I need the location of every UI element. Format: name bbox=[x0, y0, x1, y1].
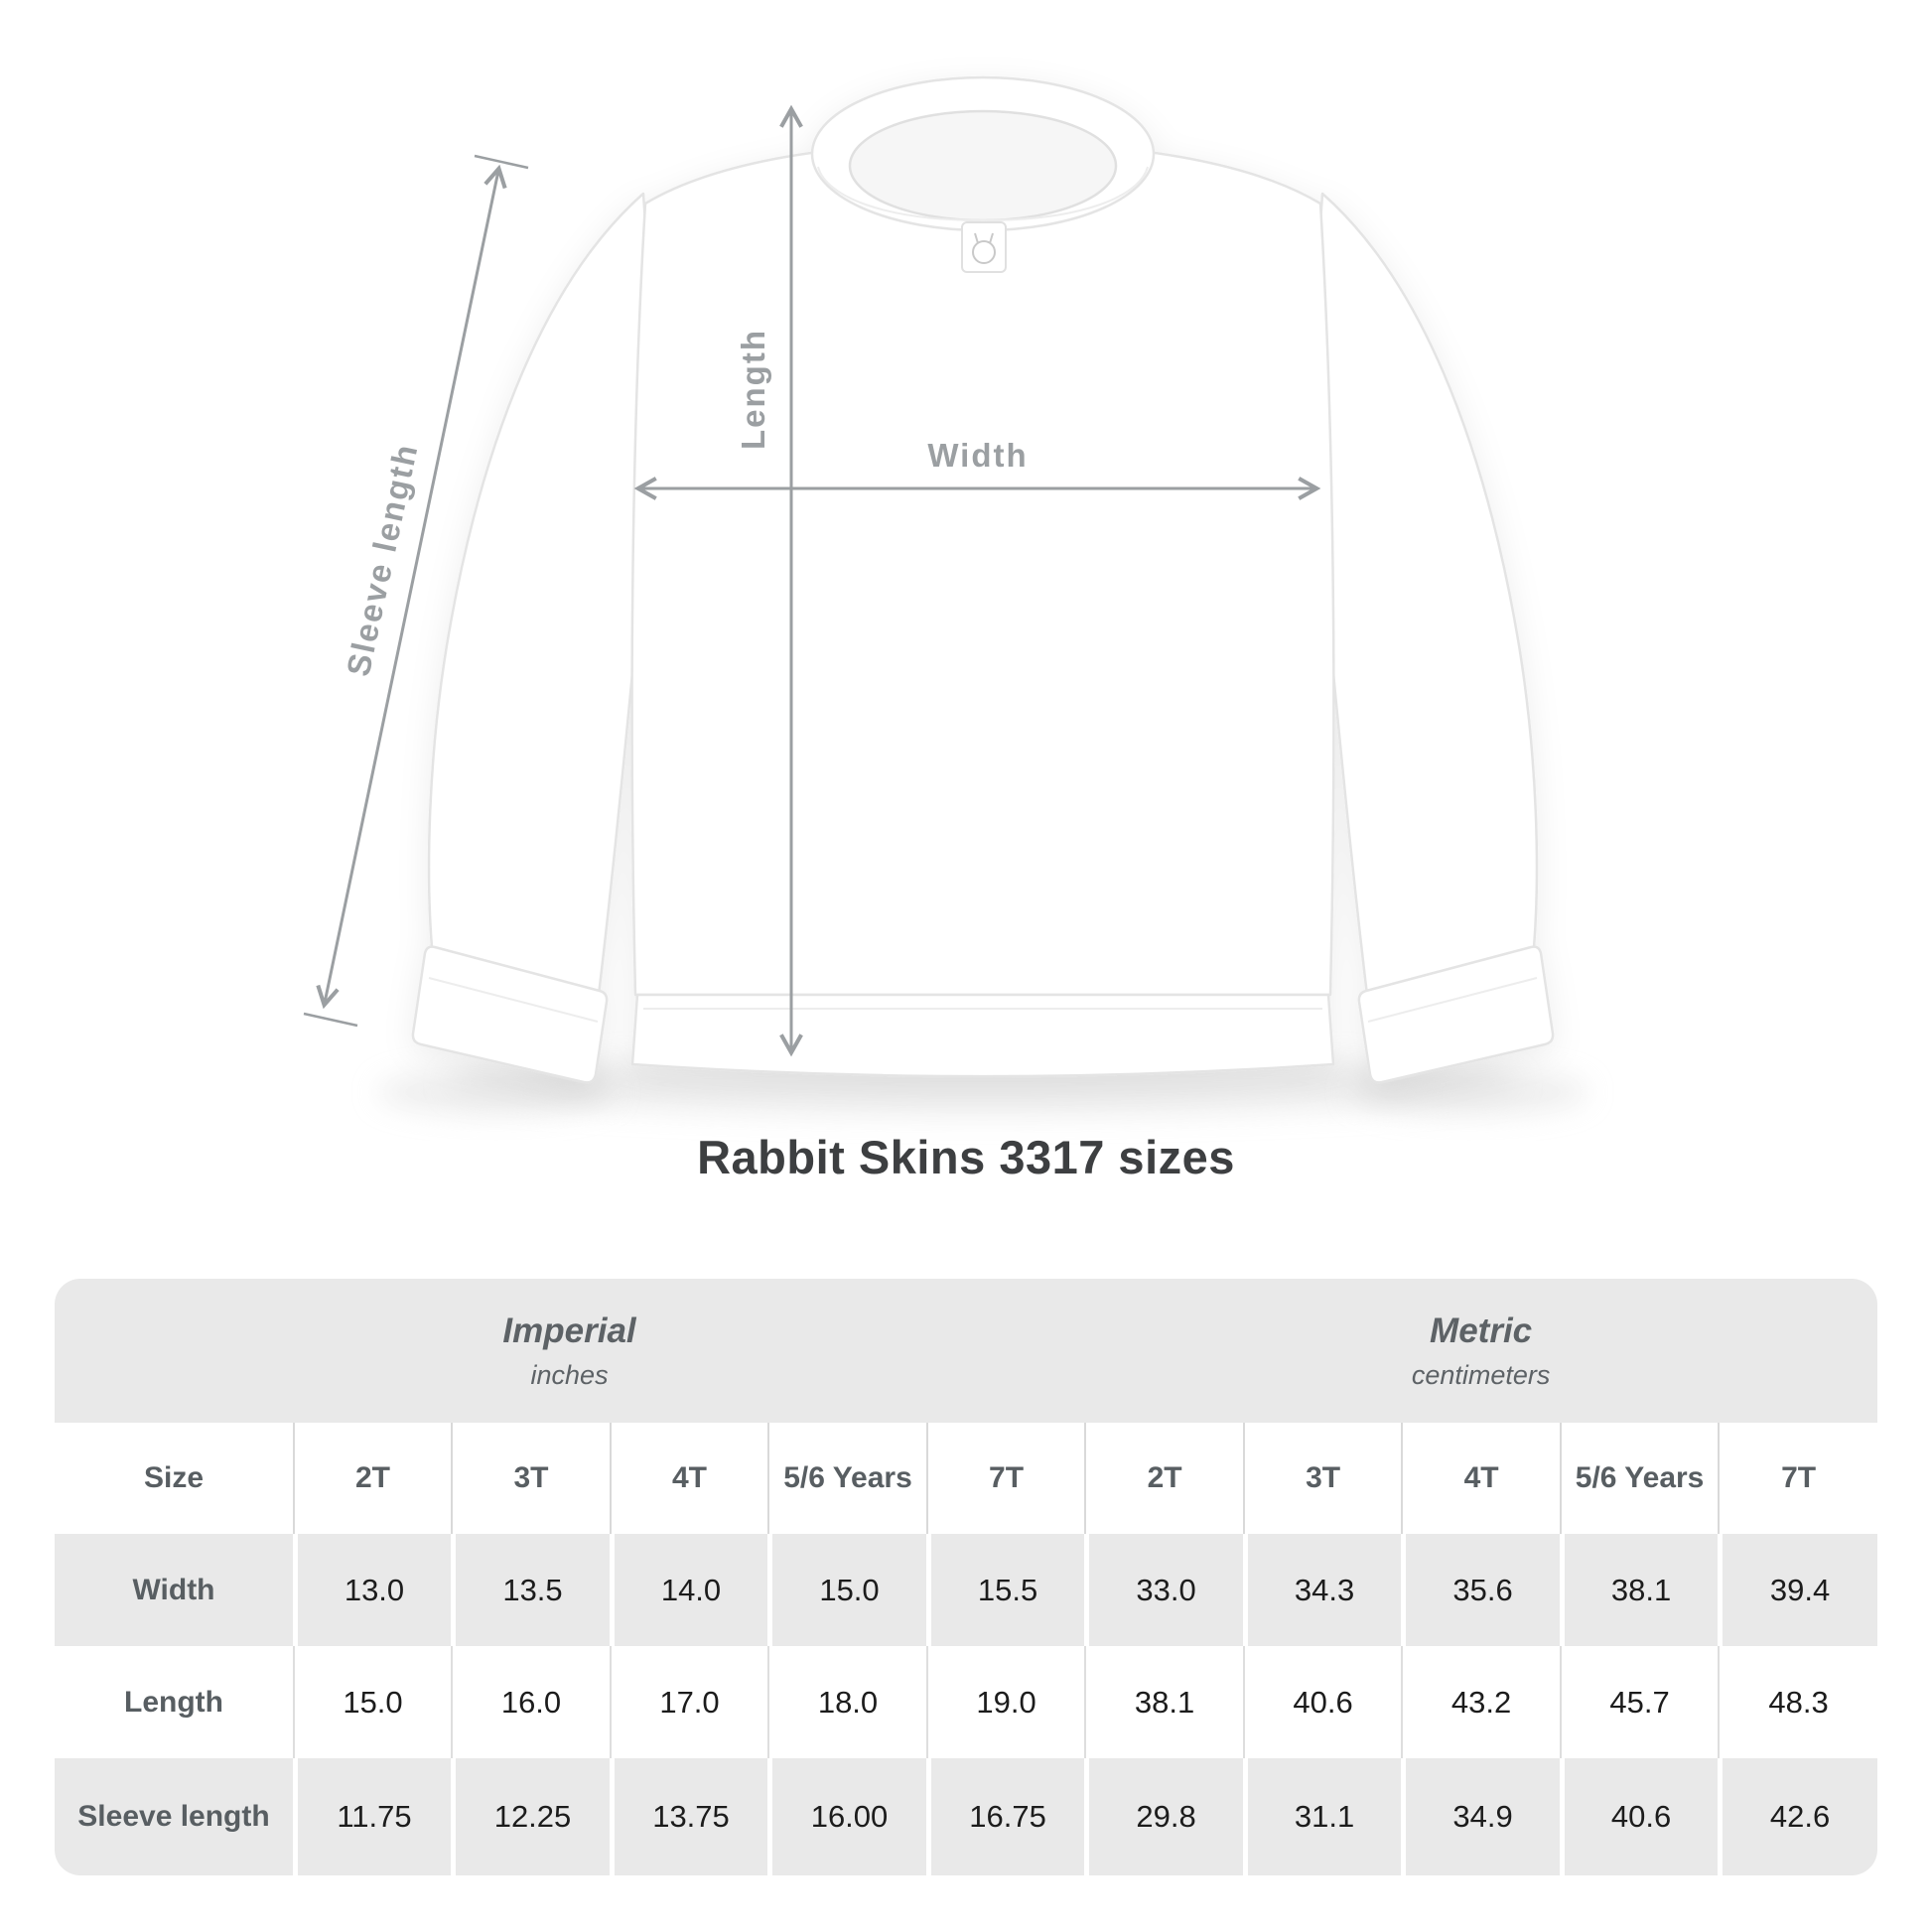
sleeve-arrow-top-tick bbox=[475, 156, 528, 168]
value-cell: 16.00 bbox=[767, 1758, 926, 1875]
metric-label: Metric bbox=[1430, 1311, 1533, 1350]
sweatshirt-hem-band bbox=[632, 995, 1333, 1076]
sleeve-length-row bbox=[55, 1758, 1877, 1875]
imperial-unit-label: inches bbox=[530, 1359, 609, 1390]
col-header: 4T bbox=[610, 1423, 767, 1534]
neck-tag bbox=[962, 222, 1006, 272]
value-cell: 19.0 bbox=[926, 1646, 1084, 1758]
length-row bbox=[55, 1646, 1877, 1758]
value-cell: 12.25 bbox=[451, 1758, 610, 1875]
value-cell: 16.0 bbox=[451, 1646, 610, 1758]
value-cell: 15.5 bbox=[926, 1534, 1084, 1646]
value-cell: 48.3 bbox=[1718, 1646, 1877, 1758]
col-header: 4T bbox=[1401, 1423, 1560, 1534]
value-cell: 33.0 bbox=[1084, 1534, 1243, 1646]
value-cell: 14.0 bbox=[610, 1534, 767, 1646]
col-header: 7T bbox=[926, 1423, 1084, 1534]
size-chart-table bbox=[55, 1279, 1877, 1875]
col-header: 3T bbox=[1243, 1423, 1401, 1534]
value-cell: 17.0 bbox=[610, 1646, 767, 1758]
collar-opening bbox=[850, 111, 1116, 220]
value-cell: 16.75 bbox=[926, 1758, 1084, 1875]
sweatshirt-right-sleeve bbox=[1315, 194, 1537, 1003]
size-header-row bbox=[55, 1423, 1877, 1534]
col-header: 2T bbox=[293, 1423, 451, 1534]
value-cell: 31.1 bbox=[1243, 1758, 1401, 1875]
value-cell: 35.6 bbox=[1401, 1534, 1560, 1646]
col-header: 5/6 Years bbox=[767, 1423, 926, 1534]
value-cell: 11.75 bbox=[293, 1758, 451, 1875]
sweatshirt-left-sleeve bbox=[429, 194, 650, 1003]
width-row bbox=[55, 1534, 1877, 1646]
value-cell: 45.7 bbox=[1560, 1646, 1718, 1758]
value-cell: 15.0 bbox=[767, 1534, 926, 1646]
value-cell: 18.0 bbox=[767, 1646, 926, 1758]
value-cell: 29.8 bbox=[1084, 1758, 1243, 1875]
value-cell: 40.6 bbox=[1243, 1646, 1401, 1758]
value-cell: 43.2 bbox=[1401, 1646, 1560, 1758]
value-cell: 38.1 bbox=[1084, 1646, 1243, 1758]
value-cell: 34.9 bbox=[1401, 1758, 1560, 1875]
row-label: Sleeve length bbox=[55, 1758, 293, 1875]
metric-unit-label: centimeters bbox=[1411, 1359, 1551, 1390]
value-cell: 15.0 bbox=[293, 1646, 451, 1758]
sweatshirt bbox=[413, 77, 1553, 1082]
unit-band-row bbox=[55, 1279, 1877, 1423]
size-header-cell: Size bbox=[55, 1423, 293, 1534]
row-label: Width bbox=[55, 1534, 293, 1646]
value-cell: 40.6 bbox=[1560, 1758, 1718, 1875]
value-cell: 34.3 bbox=[1243, 1534, 1401, 1646]
col-header: 7T bbox=[1718, 1423, 1877, 1534]
col-header: 3T bbox=[451, 1423, 610, 1534]
page-title: Rabbit Skins 3317 sizes bbox=[697, 1131, 1235, 1183]
col-header: 2T bbox=[1084, 1423, 1243, 1534]
value-cell: 13.5 bbox=[451, 1534, 610, 1646]
value-cell: 42.6 bbox=[1718, 1758, 1877, 1875]
value-cell: 38.1 bbox=[1560, 1534, 1718, 1646]
sleeve-arrow-bottom-tick bbox=[304, 1014, 357, 1026]
imperial-band bbox=[55, 1279, 1084, 1423]
sleeve-length-arrow-label: Sleeve length bbox=[339, 439, 425, 680]
metric-band bbox=[1084, 1279, 1877, 1423]
imperial-label: Imperial bbox=[502, 1311, 636, 1350]
row-label: Length bbox=[55, 1646, 293, 1758]
col-header: 5/6 Years bbox=[1560, 1423, 1718, 1534]
value-cell: 39.4 bbox=[1718, 1534, 1877, 1646]
length-arrow-label: Length bbox=[735, 329, 771, 450]
value-cell: 13.0 bbox=[293, 1534, 451, 1646]
value-cell: 13.75 bbox=[610, 1758, 767, 1875]
width-arrow-label: Width bbox=[927, 437, 1029, 474]
